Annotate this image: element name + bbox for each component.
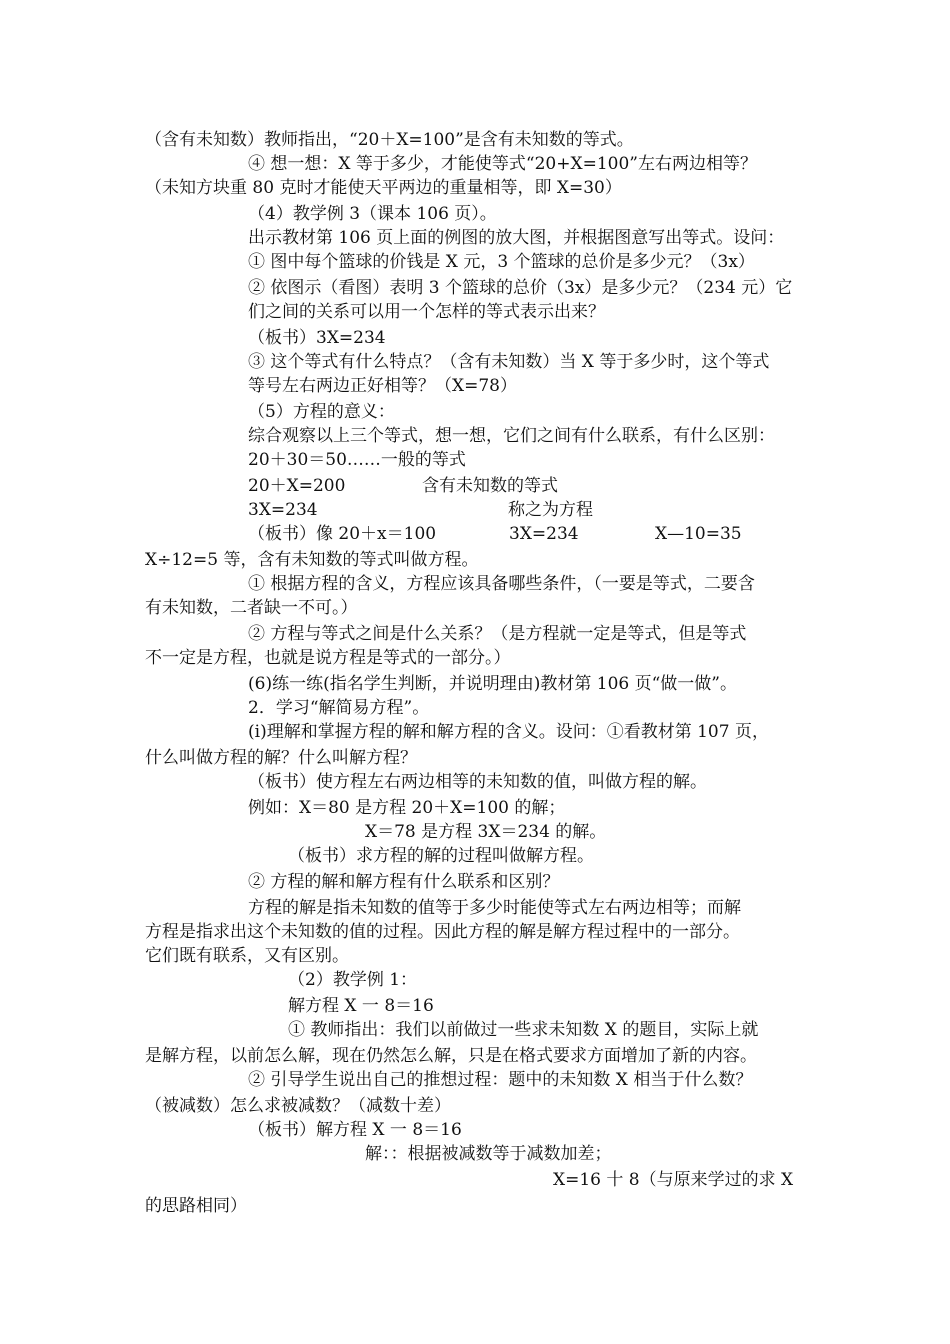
line-text: ② 方程的解和解方程有什么联系和区别？	[248, 872, 560, 892]
text-line	[248, 870, 559, 894]
text-line	[248, 350, 769, 374]
line-text: 的思路相同）	[145, 1196, 247, 1216]
text-line	[248, 424, 775, 448]
text-line	[248, 1068, 752, 1092]
text-line	[145, 596, 358, 620]
text-line	[248, 696, 429, 720]
line-text: X=16 十 8（与原来学过的求 X	[553, 1170, 794, 1190]
line-text: 有未知数，二者缺一不可。）	[145, 598, 358, 618]
line-text: X＝78 是方程 3X＝234 的解。	[365, 822, 607, 842]
line-text: X÷12=5 等，含有未知数的等式叫做方程。	[145, 550, 479, 570]
line-text: （板书）使方程左右两边相等的未知数的值，叫做方程的解。	[248, 772, 707, 792]
line-text: 解：：根据被减数等于减数加差；	[365, 1144, 612, 1164]
text-line	[248, 474, 345, 498]
line-text: （板书）解方程 X 一 8＝16	[248, 1120, 462, 1140]
text-line	[145, 176, 622, 200]
line-text: ③ 这个等式有什么特点？（含有未知数）当 X 等于多少时，这个等式	[248, 352, 770, 372]
line-text: (6)练一练(指名学生判断，并说明理由)教材第 106 页“做一做”。	[248, 674, 737, 694]
line-text: 出示教材第 106 页上面的例图的放大图，并根据图意写出等式。设问：	[248, 228, 785, 248]
text-line	[288, 1018, 758, 1042]
line-text: ④ 想一想：X 等于多少，才能使等式“20+X=100”左右两边相等？	[248, 154, 757, 174]
line-text: （板书）3X=234	[248, 328, 386, 348]
text-line	[145, 944, 349, 968]
line-text: 含有未知数的等式	[422, 476, 558, 496]
text-line	[145, 1044, 757, 1068]
text-line	[248, 720, 769, 744]
text-line	[145, 746, 417, 770]
text-line	[248, 250, 755, 274]
line-text: （含有未知数）教师指出，“20＋X=100”是含有未知数的等式。	[145, 130, 634, 150]
line-text: 综合观察以上三个等式，想一想，它们之间有什么联系，有什么区别：	[248, 426, 775, 446]
line-text: 方程的解是指未知数的值等于多少时能使等式左右两边相等；而解	[248, 898, 741, 918]
text-line	[248, 152, 757, 176]
line-text: 等号左右两边正好相等？（X=78）	[248, 376, 517, 396]
text-line	[248, 796, 565, 820]
line-text: 不一定是方程，也就是说方程是等式的一部分。）	[145, 648, 511, 668]
text-line	[288, 968, 417, 992]
line-text: (i)理解和掌握方程的解和解方程的含义。设问：①看教材第 107 页，	[248, 722, 769, 742]
text-line	[248, 400, 395, 424]
line-text: 20＋X=200	[248, 476, 346, 496]
text-line	[655, 522, 742, 546]
text-line	[365, 1142, 612, 1166]
text-line	[288, 844, 594, 868]
line-text: 方程是指求出这个未知数的值的过程。因此方程的解是解方程过程中的一部分。	[145, 922, 740, 942]
text-line	[248, 226, 784, 250]
text-line	[248, 572, 755, 596]
text-line	[248, 522, 436, 546]
line-text: ② 方程与等式之间是什么关系？（是方程就一定是等式，但是等式	[248, 624, 747, 644]
text-line	[248, 1118, 462, 1142]
text-line	[248, 374, 517, 398]
line-text: （板书）像 20＋x＝100	[248, 524, 437, 544]
text-line	[553, 1168, 793, 1192]
text-line	[248, 300, 605, 324]
text-line	[145, 1094, 451, 1118]
line-text: 什么叫做方程的解？什么叫解方程？	[145, 748, 417, 768]
line-text: （未知方块重 80 克时才能使天平两边的重量相等，即 X=30）	[145, 178, 622, 198]
line-text: 3X=234	[248, 500, 318, 520]
text-line	[248, 770, 707, 794]
text-line	[248, 672, 737, 696]
text-line	[145, 548, 478, 572]
line-text: 称之为方程	[508, 500, 593, 520]
line-text: （4）教学例 3（课本 106 页）。	[248, 204, 497, 224]
text-line	[145, 646, 511, 670]
line-text: ② 依图示（看图）表明 3 个篮球的总价（3x）是多少元？（234 元）它	[248, 278, 793, 298]
line-text: 20＋30＝50……一般的等式	[248, 450, 466, 470]
line-text: 例如：X＝80 是方程 20＋X=100 的解；	[248, 798, 566, 818]
line-text: ① 教师指出：我们以前做过一些求未知数 X 的题目，实际上就	[288, 1020, 759, 1040]
line-text: 2．学习“解简易方程”。	[248, 698, 430, 718]
text-line	[248, 326, 386, 350]
line-text: ② 引导学生说出自己的推想过程：题中的未知数 X 相当于什么数？	[248, 1070, 753, 1090]
text-line	[422, 474, 558, 498]
text-line	[248, 202, 497, 226]
line-text: 它们既有联系，又有区别。	[145, 946, 349, 966]
line-text: 是解方程，以前怎么解，现在仍然怎么解，只是在格式要求方面增加了新的内容。	[145, 1046, 757, 1066]
text-line	[509, 522, 579, 546]
line-text: （5）方程的意义：	[248, 402, 395, 422]
line-text: （板书）求方程的解的过程叫做解方程。	[288, 846, 594, 866]
line-text: ① 图中每个篮球的价钱是 X 元，3 个篮球的总价是多少元？（3x）	[248, 252, 755, 272]
line-text: ① 根据方程的含义，方程应该具备哪些条件，（一要是等式，二要含	[248, 574, 755, 594]
line-text: X—10=35	[655, 524, 742, 544]
text-line	[248, 498, 318, 522]
text-line	[248, 276, 792, 300]
text-line	[365, 820, 606, 844]
text-line	[288, 994, 434, 1018]
line-text: 3X=234	[509, 524, 579, 544]
line-text: （被减数）怎么求被减数？（减数十差）	[145, 1096, 451, 1116]
text-line	[248, 896, 741, 920]
line-text: 解方程 X 一 8＝16	[288, 996, 434, 1016]
line-text: 们之间的关系可以用一个怎样的等式表示出来？	[248, 302, 605, 322]
line-text: （2）教学例 1：	[288, 970, 418, 990]
text-line	[508, 498, 593, 522]
text-line	[145, 1194, 247, 1218]
text-line	[145, 128, 634, 152]
text-line	[145, 920, 740, 944]
text-line	[248, 448, 466, 472]
text-line	[248, 622, 746, 646]
